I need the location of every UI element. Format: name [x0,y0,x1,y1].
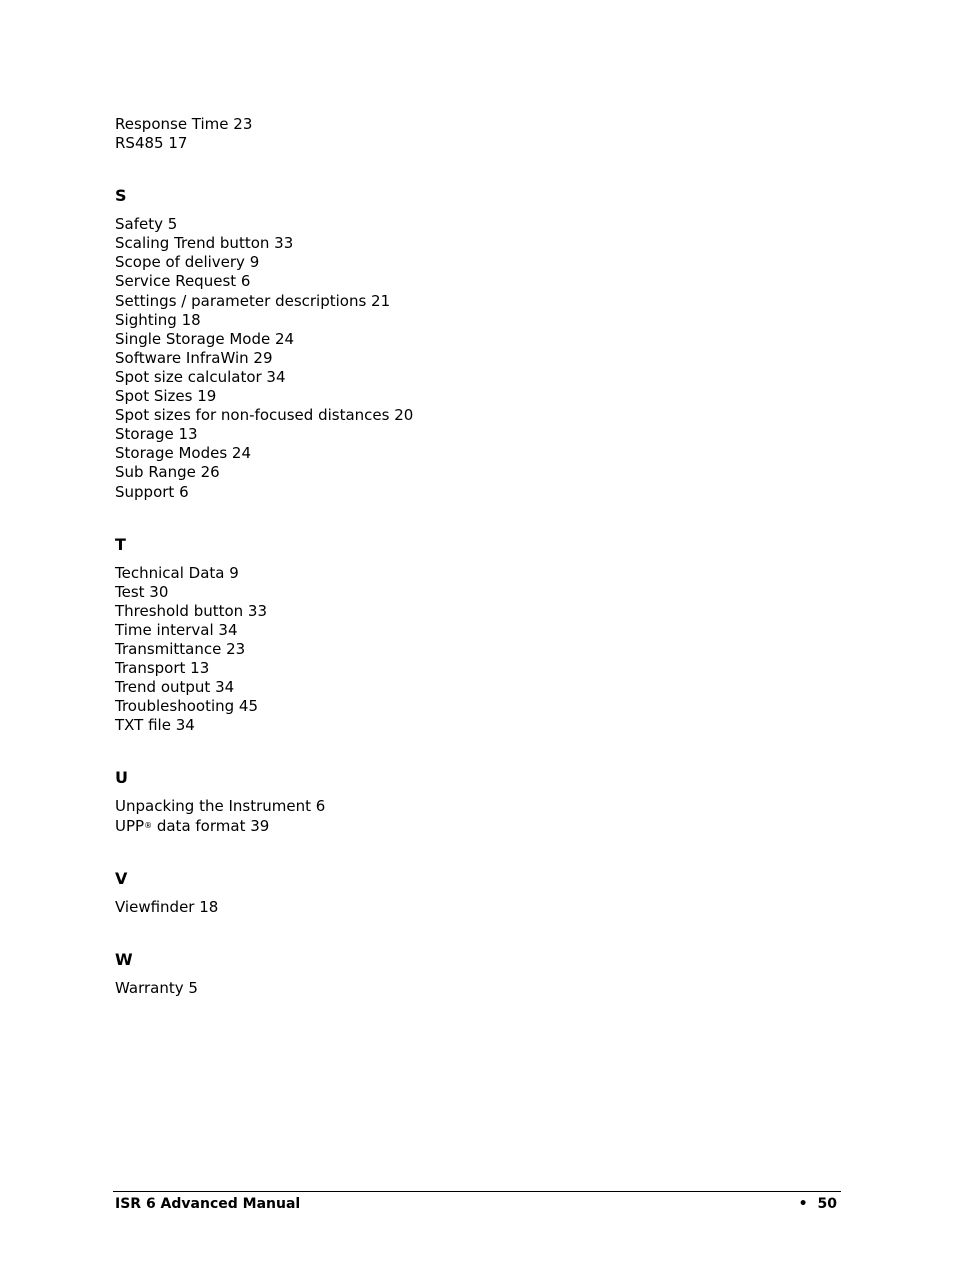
index-entry: Single Storage Mode 24 [115,329,295,348]
index-entry: Warranty 5 [115,978,198,997]
registered-mark: ® [144,820,153,830]
upp-suffix: data format 39 [152,816,270,835]
index-entry: Spot sizes for non-focused distances 20 [115,406,414,425]
index-entry: Storage Modes 24 [115,444,251,463]
index-entry: Storage 13 [115,425,198,444]
index-entry: Safety 5 [115,215,178,234]
index-entry: Scaling Trend button 33 [115,234,294,253]
index-group-w [115,979,815,998]
footer-page-number-group [799,1194,837,1214]
index-entry: TXT file 34 [115,716,195,735]
index-entry-upp-data-format [115,817,815,836]
index-group-t [115,564,815,736]
index-group-r-continued [115,115,815,153]
index-entry: Spot Sizes 19 [115,387,217,406]
index-entry: Software InfraWin 29 [115,348,273,367]
index-entry: Scope of delivery 9 [115,253,260,272]
index-entry: Response Time 23 [115,115,253,133]
index-entry: Technical Data 9 [115,563,239,582]
index-group-u [115,797,815,835]
index-group-v [115,898,815,917]
bullet-icon: • [798,1196,808,1212]
index-entry: Transmittance 23 [115,639,246,658]
index-group-s [115,215,815,501]
index-entry: Service Request 6 [115,272,251,291]
section-letter-s: S [115,186,127,206]
page-footer [115,1194,837,1214]
section-letter-v: V [115,868,128,888]
index-entry: Transport 13 [115,659,210,678]
index-content [115,115,815,998]
index-entry: Trend output 34 [115,678,235,697]
footer-manual-title: ISR 6 Advanced Manual [115,1196,301,1212]
index-entry: Settings / parameter descriptions 21 [115,291,391,310]
index-entry: Sub Range 26 [115,463,220,482]
section-letter-w: W [115,949,133,969]
index-entry: Support 6 [115,482,189,501]
index-entry: Unpacking the Instrument 6 [115,797,326,816]
section-letter-u: U [115,768,128,788]
footer-divider [113,1191,841,1192]
index-entry: Threshold button 33 [115,601,268,620]
index-entry: RS485 17 [115,134,188,153]
upp-prefix: UPP [115,816,145,835]
index-entry: Viewfinder 18 [115,897,219,916]
section-letter-t: T [115,534,126,554]
index-entry: Time interval 34 [115,620,238,639]
index-entry: Test 30 [115,582,169,601]
page-number: 50 [817,1196,837,1212]
index-entry: Troubleshooting 45 [115,697,259,716]
index-entry: Spot size calculator 34 [115,367,286,386]
index-entry: Sighting 18 [115,310,201,329]
